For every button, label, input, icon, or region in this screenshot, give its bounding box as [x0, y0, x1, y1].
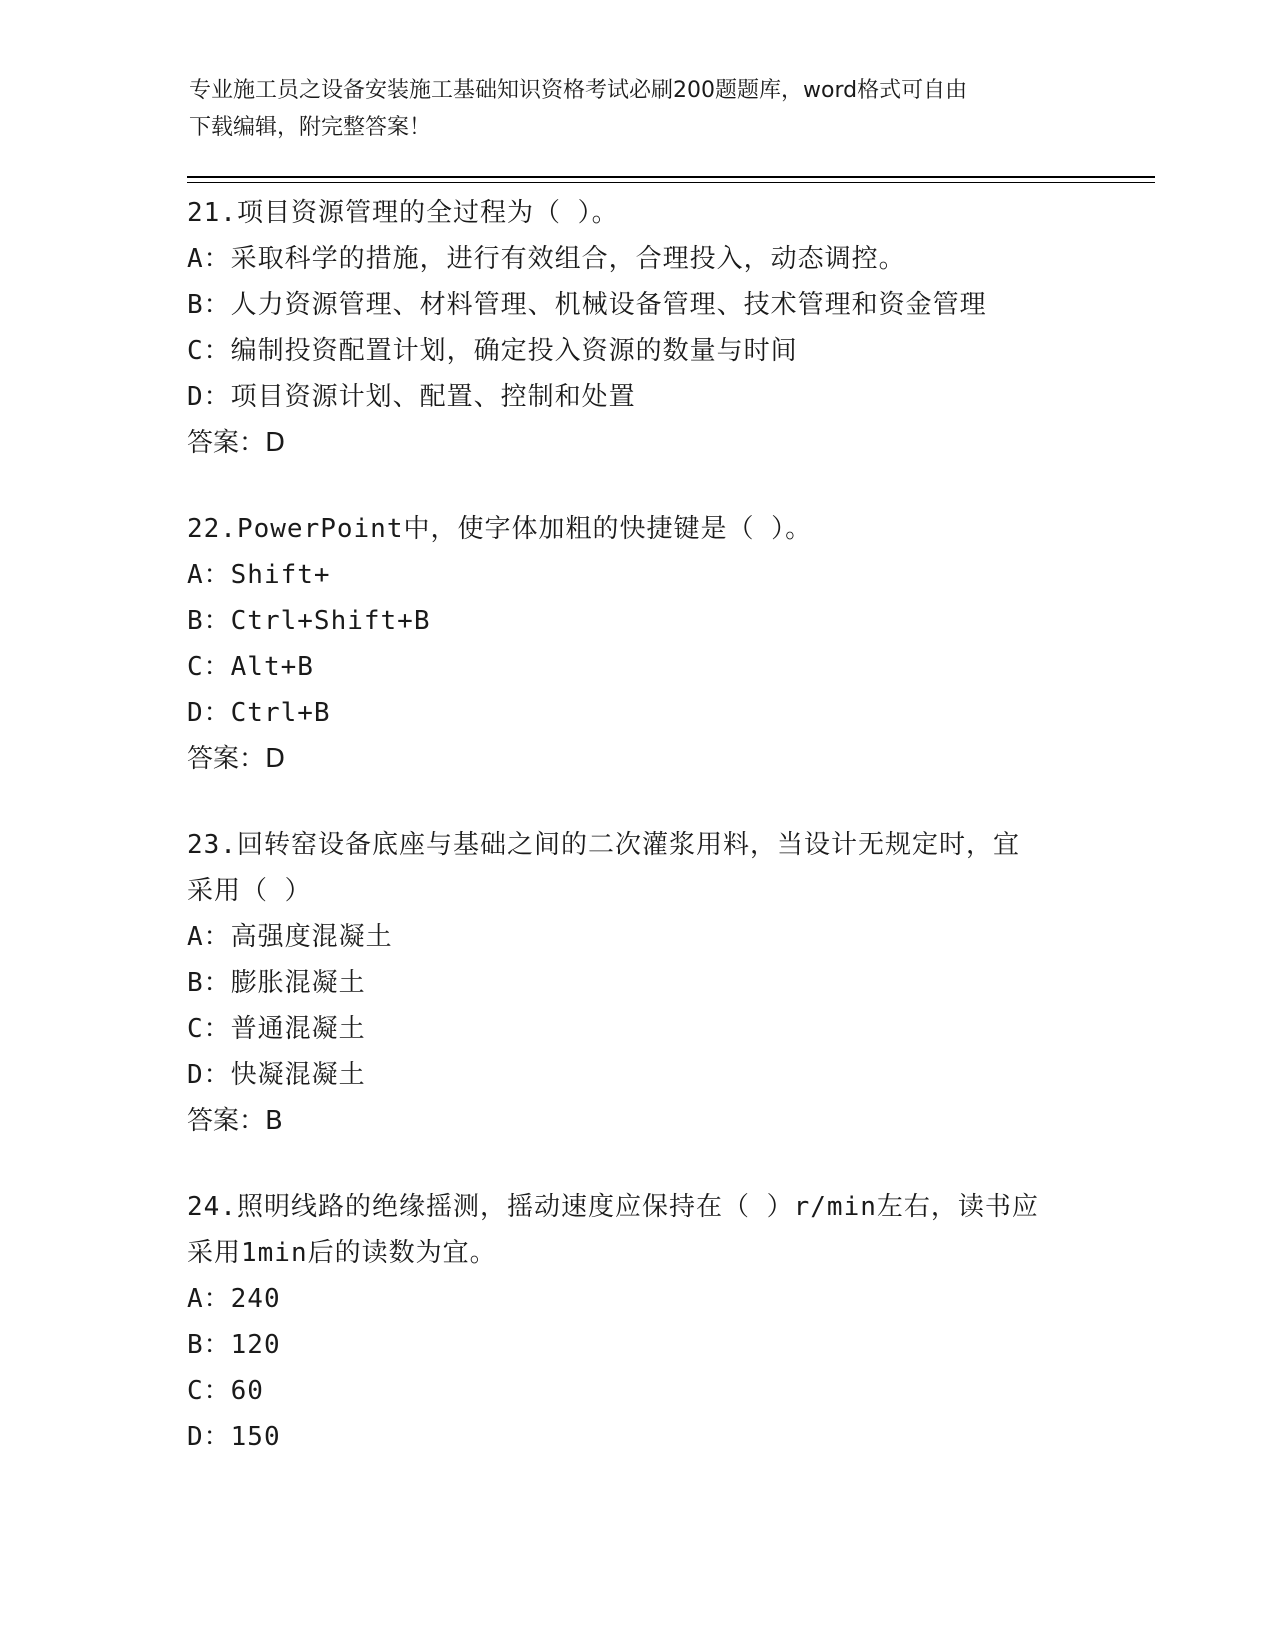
- question-23: [187, 822, 1087, 1144]
- option-b: B：Ctrl+Shift+B: [187, 606, 431, 636]
- option-c: C：Alt+B: [187, 652, 314, 682]
- question-stem-continued: 采用1min后的读数为宜。: [187, 1238, 497, 1268]
- question-list: [187, 190, 1087, 1500]
- question-22: [187, 506, 1087, 782]
- header-divider-thin: [187, 182, 1155, 183]
- header-line-1: 专业施工员之设备安装施工基础知识资格考试必刷200题题库，word格式可自由: [189, 78, 968, 103]
- question-24: [187, 1184, 1087, 1460]
- answer: 答案：D: [187, 744, 286, 774]
- header-line-2: 下载编辑，附完整答案！: [189, 115, 432, 140]
- option-b: B：膨胀混凝土: [187, 968, 366, 998]
- question-stem: 21.项目资源管理的全过程为（ ）。: [187, 198, 619, 228]
- document-header: [189, 72, 1069, 146]
- option-c: C：普通混凝土: [187, 1014, 366, 1044]
- option-a: A：Shift+: [187, 560, 331, 590]
- option-c: C：60: [187, 1376, 264, 1406]
- option-d: D：150: [187, 1422, 281, 1452]
- option-a: A：240: [187, 1284, 281, 1314]
- option-a: A：高强度混凝土: [187, 922, 393, 952]
- option-d: D：Ctrl+B: [187, 698, 331, 728]
- option-d: D：项目资源计划、配置、控制和处置: [187, 382, 636, 412]
- question-stem: 24.照明线路的绝缘摇测，摇动速度应保持在（ ）r/min左右，读书应: [187, 1192, 1039, 1222]
- option-b: B：人力资源管理、材料管理、机械设备管理、技术管理和资金管理: [187, 290, 987, 320]
- option-a: A：采取科学的措施，进行有效组合，合理投入，动态调控。: [187, 244, 906, 274]
- option-d: D：快凝混凝土: [187, 1060, 366, 1090]
- question-21: [187, 190, 1087, 466]
- question-stem: 23.回转窑设备底座与基础之间的二次灌浆用料，当设计无规定时，宜: [187, 830, 1020, 860]
- answer: 答案：D: [187, 428, 286, 458]
- header-divider-thick: [187, 176, 1155, 178]
- answer: 答案：B: [187, 1106, 283, 1136]
- question-stem: 22.PowerPoint中，使字体加粗的快捷键是（ ）。: [187, 514, 813, 544]
- option-b: B：120: [187, 1330, 281, 1360]
- option-c: C：编制投资配置计划，确定投入资源的数量与时间: [187, 336, 798, 366]
- question-stem-continued: 采用（ ）: [187, 876, 312, 906]
